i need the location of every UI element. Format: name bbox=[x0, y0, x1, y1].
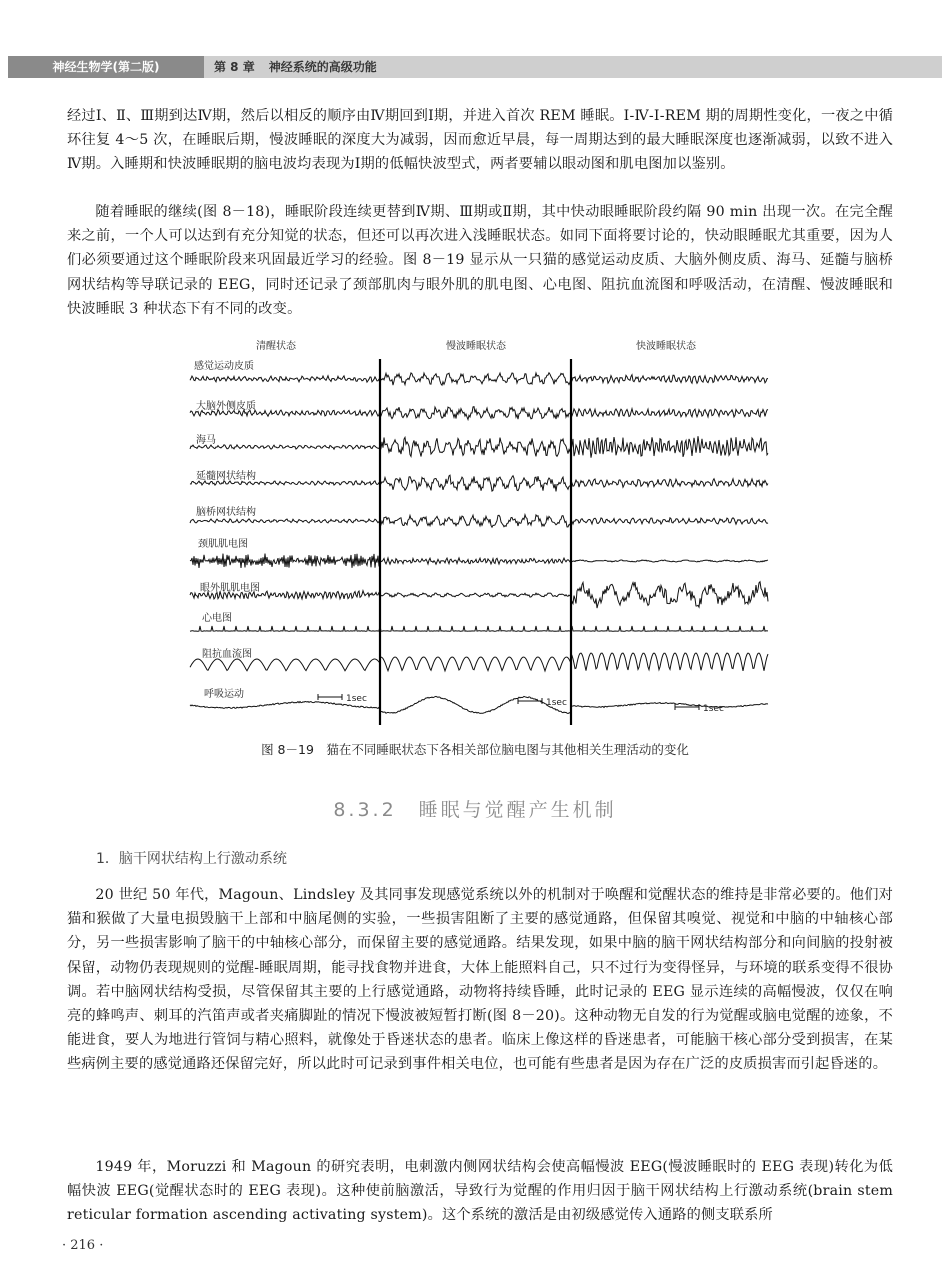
chapter-number: 第 8 章 bbox=[214, 60, 255, 74]
trace-line bbox=[190, 653, 768, 671]
trace-label: 呼吸运动 bbox=[204, 689, 244, 700]
trace-line bbox=[190, 373, 768, 385]
time-scale-label: 1sec bbox=[703, 704, 724, 714]
time-scale-bar bbox=[518, 698, 567, 708]
paragraph-4: 1949 年，Moruzzi 和 Magoun 的研究表明，电刺激内侧网状结构会使高幅慢波 EEG(慢波睡眠时的 EEG 表现)转化为低幅快波 EEG(觉醒状态时的 EEG 表现)。这种使前脑激活，导致行为觉醒的作用归因于脑干网状结构上行激动系统(brain stem reticular formation ascending activating system)。这个系统的激活是由初级感觉传入通路的侧支联系所 bbox=[67, 1159, 893, 1224]
time-scale-bar bbox=[675, 704, 724, 714]
trace-label: 延髓网状结构 bbox=[196, 471, 256, 482]
trace-label: 颈肌肌电图 bbox=[198, 539, 248, 550]
paragraph-2: 随着睡眠的继续(图 8－18)，睡眠阶段连续更替到Ⅳ期、Ⅲ期或Ⅱ期，其中快动眼睡眠阶段约隔 90 min 出现一次。在完全醒来之前，一个人可以达到有充分知觉的状态，但还可以再次进入浅睡眠状态。如同下面将要讨论的，快动眼睡眠尤其重要，因为人们必须要通过这个睡眠阶段来巩固最近学习的经验。图 8－19 显示从一只猫的感觉运动皮质、大脑外侧皮质、海马、延髓与脑桥网状结构等导联记录的 EEG，同时还记录了颈部肌肉与眼外肌的肌电图、心电图、阻抗血流图和呼吸活动，在清醒、慢波睡眠和快波睡眠 3 种状态下有不同的改变。 bbox=[67, 204, 893, 317]
trace-label: 感觉运动皮质 bbox=[194, 361, 254, 372]
chapter-header bbox=[214, 56, 391, 78]
trace-label: 脑桥网状结构 bbox=[196, 507, 256, 518]
trace-label: 阻抗血流图 bbox=[202, 649, 252, 660]
column-label-awake: 清醒状态 bbox=[256, 341, 296, 352]
trace-line bbox=[190, 436, 768, 458]
figure-caption: 图 8－19 猫在不同睡眠状态下各相关部位脑电图与其他相关生理活动的变化 bbox=[261, 742, 689, 757]
page-number: · 216 · bbox=[62, 1238, 104, 1253]
time-scale-label: 1sec bbox=[346, 694, 367, 704]
book-title: 神经生物学(第二版) bbox=[8, 56, 204, 78]
trace-line bbox=[190, 515, 768, 527]
chapter-title: 神经系统的高级功能 bbox=[268, 60, 377, 74]
section-heading: 8.3.2 睡眠与觉醒产生机制 bbox=[333, 799, 617, 821]
trace-line bbox=[190, 554, 768, 569]
trace-line bbox=[190, 582, 768, 608]
column-label-slow-wave-sleep: 慢波睡眠状态 bbox=[446, 341, 506, 352]
trace-label: 眼外肌肌电图 bbox=[200, 583, 260, 594]
figure-8-19 bbox=[188, 335, 770, 727]
paragraph-1: 经过Ⅰ、Ⅱ、Ⅲ期到达Ⅳ期，然后以相反的顺序由Ⅳ期回到Ⅰ期，并进入首次 REM 睡眠。Ⅰ-Ⅳ-Ⅰ-REM 期的周期性变化，一夜之中循环往复 4～5 次，在睡眠后期，慢波睡眠的深度大为减弱，因而愈近早晨，每一周期达到的最大睡眠深度也逐渐减弱，以致不进入Ⅳ期。入睡期和快波睡眠期的脑电波均表现为Ⅰ期的低幅快波型式，两者要辅以眼动图和肌电图加以鉴别。 bbox=[67, 108, 893, 173]
trace-line bbox=[190, 696, 768, 713]
paragraph-3: 20 世纪 50 年代，Magoun、Lindsley 及其同事发现感觉系统以外的机制对于唤醒和觉醒状态的维持是非常必要的。他们对猫和猴做了大量电损毁脑干上部和中脑尾侧的实验，一些损害阻断了主要的感觉通路，但保留其嗅觉、视觉和中脑的中轴核心部分，另一些损害影响了脑干的中轴核心部分，而保留主要的感觉通路。结果发现，如果中脑的脑干网状结构部分和向间脑的投射被保留，动物仍表现规则的觉醒-睡眠周期，能寻找食物并进食，大体上能照料自己，只不过行为变得怪异，与环境的联系变得不很协调。若中脑网状结构受损，尽管保留其主要的上行感觉通路，动物将持续昏睡，此时记录的 EEG 显示连续的高幅慢波，仅仅在响亮的蜂鸣声、刺耳的汽笛声或者夹痛脚趾的情况下慢波被短暂打断(图 8－20)。这种动物无自发的行为觉醒或脑电觉醒的迹象，不能进食，要人为地进行管饲与精心照料，就像处于昏迷状态的患者。临床上像这样的昏迷患者，可能脑干核心部分受到损害，在某些病例主要的感觉通路还保留完好，所以此时可记录到事件相关电位，也可能有些患者是因为存在广泛的皮质损害而引起昏迷的。 bbox=[67, 887, 893, 1073]
time-scale-label: 1sec bbox=[546, 698, 567, 708]
column-label-fast-wave-sleep: 快波睡眠状态 bbox=[636, 341, 696, 352]
trace-label: 大脑外侧皮质 bbox=[196, 401, 256, 412]
trace-line bbox=[190, 626, 768, 631]
trace-label: 海马 bbox=[196, 435, 216, 446]
trace-line bbox=[190, 407, 768, 420]
eeg-recording-figure bbox=[188, 335, 770, 727]
subsection-heading: 1．脑干网状结构上行激动系统 bbox=[96, 851, 287, 867]
trace-label: 心电图 bbox=[202, 613, 232, 624]
trace-line bbox=[190, 475, 768, 491]
